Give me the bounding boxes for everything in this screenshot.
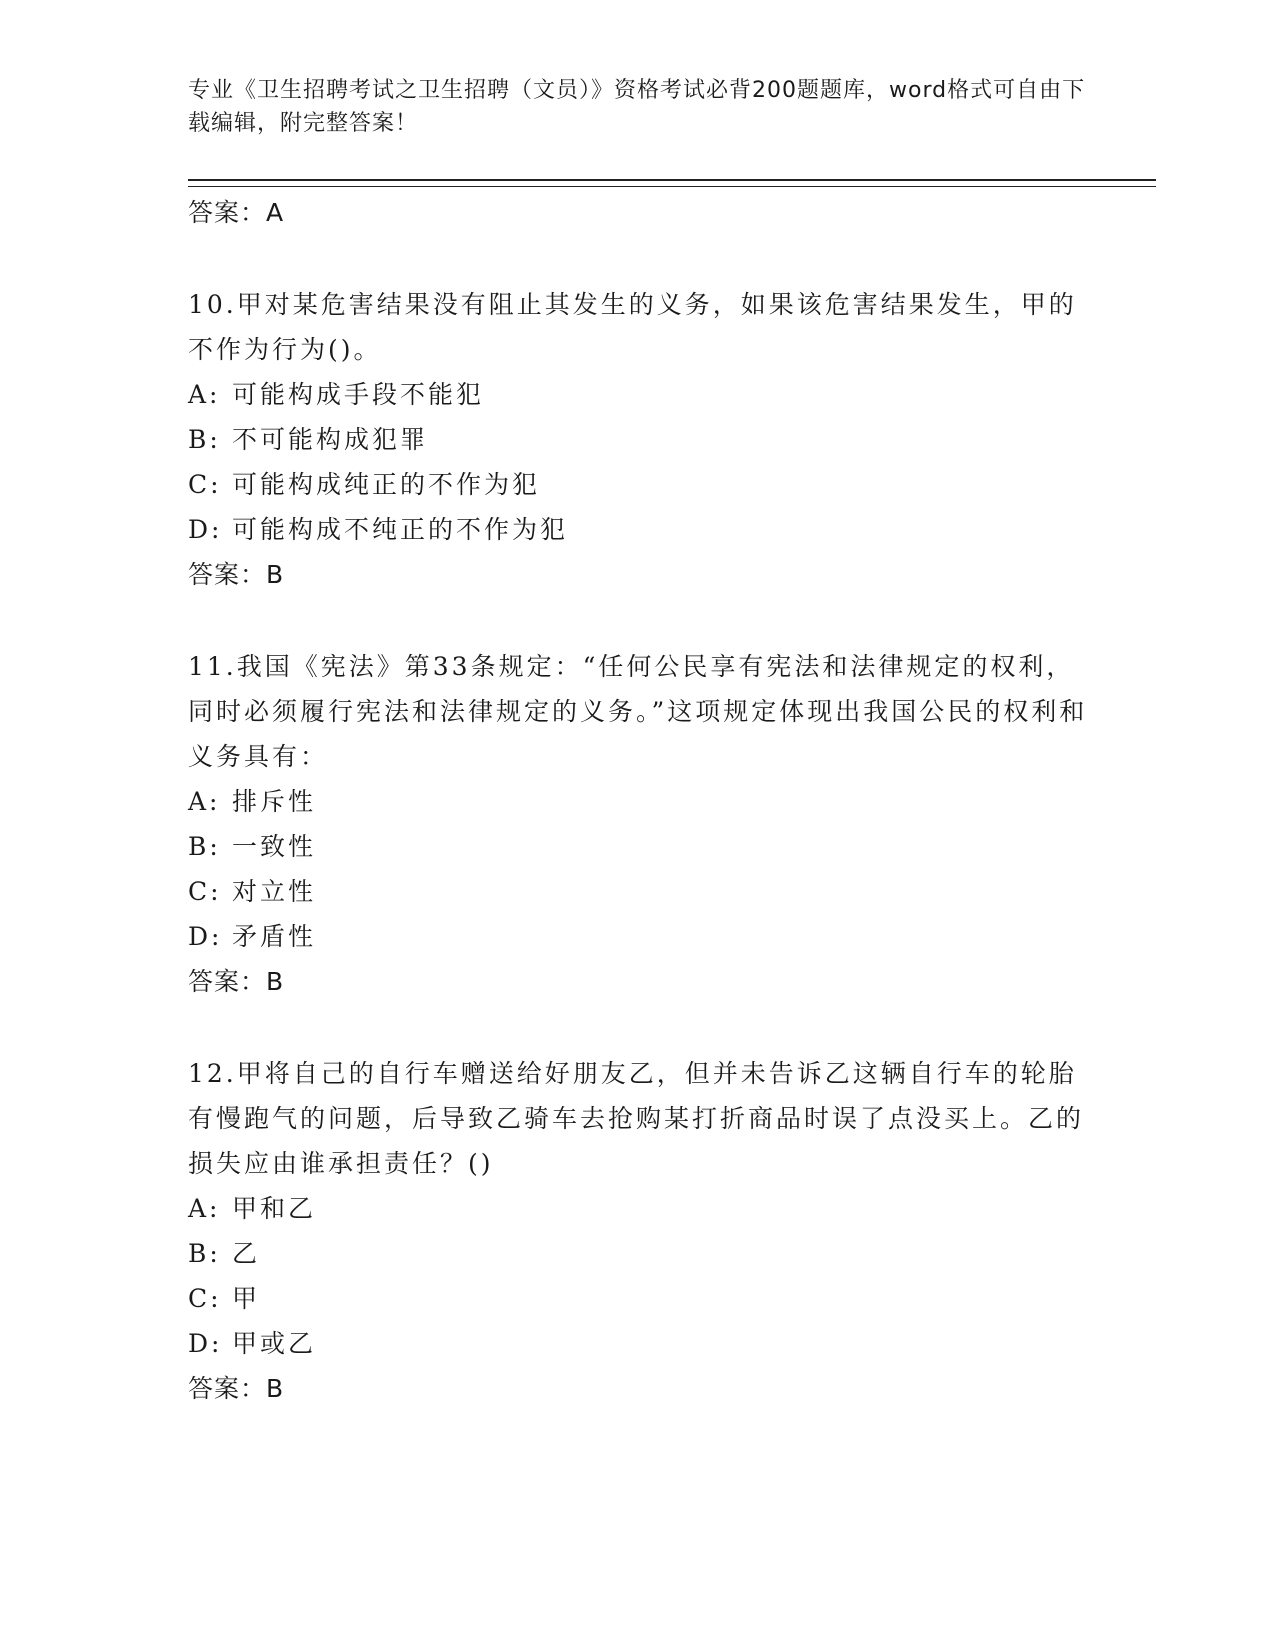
option-key: C: — [188, 877, 222, 906]
option-text: 对立性 — [232, 877, 317, 906]
previous-answer: 答案：A — [188, 198, 285, 227]
option-d — [188, 507, 1088, 552]
option-text: 可能构成纯正的不作为犯 — [232, 470, 541, 499]
option-key: C: — [188, 470, 222, 499]
option-d — [188, 1321, 1088, 1366]
option-c — [188, 462, 1088, 507]
option-text: 甲和乙 — [232, 1194, 317, 1223]
option-key: B: — [188, 1239, 221, 1268]
option-key: A: — [188, 380, 221, 409]
option-key: D: — [188, 922, 223, 951]
option-a — [188, 779, 1088, 824]
option-b — [188, 417, 1088, 462]
question-11 — [188, 644, 1088, 1005]
option-text: 不可能构成犯罪 — [232, 425, 429, 454]
option-key: B: — [188, 832, 221, 861]
document-content — [188, 190, 1088, 1458]
option-text: 可能构成手段不能犯 — [232, 380, 485, 409]
question-stem: 10.甲对某危害结果没有阻止其发生的义务，如果该危害结果发生，甲的不作为行为()。 — [188, 290, 1077, 364]
option-key: A: — [188, 1194, 221, 1223]
option-text: 乙 — [232, 1239, 261, 1268]
option-key: D: — [188, 515, 223, 544]
option-c — [188, 869, 1088, 914]
option-key: C: — [188, 1284, 222, 1313]
question-stem: 12.甲将自己的自行车赠送给好朋友乙，但并未告诉乙这辆自行车的轮胎有慢跑气的问题，后导致乙骑车去抢购某打折商品时误了点没买上。乙的损失应由谁承担责任？() — [188, 1059, 1085, 1178]
answer: 答案：B — [188, 967, 285, 996]
option-key: D: — [188, 1329, 223, 1358]
page-header: 专业《卫生招聘考试之卫生招聘（文员）》资格考试必背200题题库，word格式可自由下载编辑，附完整答案！ — [188, 78, 1086, 136]
option-b — [188, 824, 1088, 869]
question-12 — [188, 1051, 1088, 1412]
option-a — [188, 372, 1088, 417]
option-c — [188, 1276, 1088, 1321]
option-text: 甲或乙 — [232, 1329, 317, 1358]
answer: 答案：B — [188, 1374, 285, 1403]
option-text: 可能构成不纯正的不作为犯 — [232, 515, 569, 544]
option-text: 甲 — [232, 1284, 261, 1313]
option-key: B: — [188, 425, 221, 454]
option-a — [188, 1186, 1088, 1231]
header-divider — [188, 179, 1156, 187]
question-10 — [188, 282, 1088, 598]
option-b — [188, 1231, 1088, 1276]
option-d — [188, 914, 1088, 959]
question-stem: 11.我国《宪法》第33条规定：“任何公民享有宪法和法律规定的权利，同时必须履行宪法和法律规定的义务。”这项规定体现出我国公民的权利和义务具有： — [188, 652, 1088, 771]
option-text: 一致性 — [232, 832, 317, 861]
option-text: 排斥性 — [232, 787, 317, 816]
option-text: 矛盾性 — [232, 922, 317, 951]
answer: 答案：B — [188, 560, 285, 589]
option-key: A: — [188, 787, 221, 816]
